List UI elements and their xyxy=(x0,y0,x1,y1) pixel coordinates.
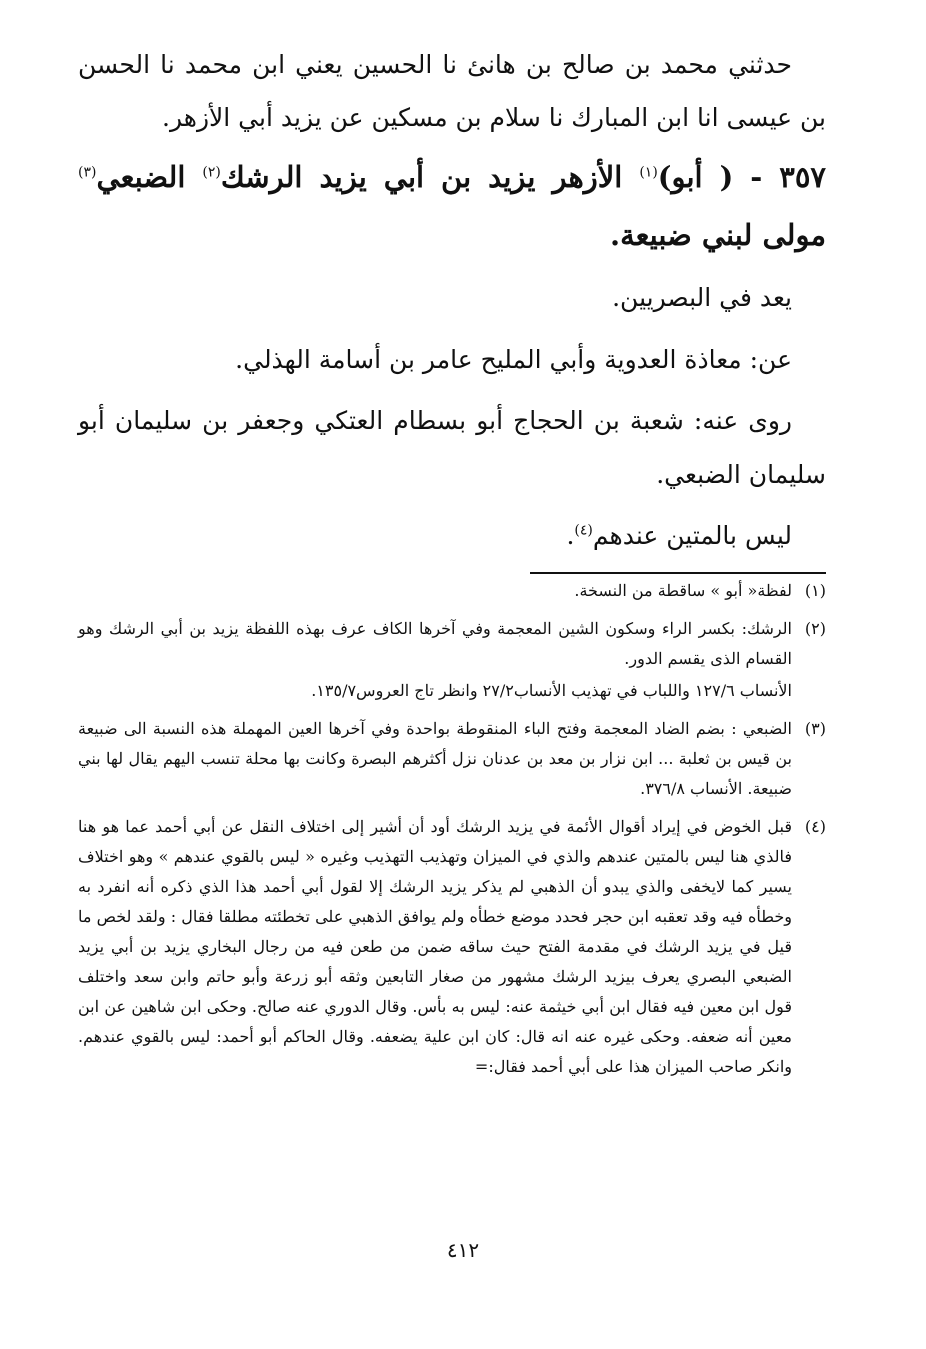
entry-number: ٣٥٧ - xyxy=(750,160,826,194)
footnote-2 xyxy=(78,614,826,674)
footnote-ref: (١) xyxy=(639,164,658,181)
field-teachers: عن: معاذة العدوية وأبي المليح عامر بن أسامة الهذلي. xyxy=(235,345,792,374)
footnote-number: (٢) xyxy=(804,619,826,638)
footnote-ref: (٣) xyxy=(78,164,97,181)
footnote-3 xyxy=(78,714,826,804)
verdict-text: ليس بالمتين عندهم xyxy=(592,521,792,550)
footnote-1 xyxy=(78,576,826,606)
footnote-divider xyxy=(530,572,826,574)
page-content xyxy=(78,38,826,1082)
entry-heading-part: ( أبو) xyxy=(657,160,734,194)
entry-heading xyxy=(78,148,826,264)
footnote-2-sources: الأنساب ١٢٧/٦ واللباب في تهذيب الأنساب٢٧/٢ وانظر تاج العروس١٣٥/٧. xyxy=(311,681,792,700)
footnote-text: قبل الخوض في إيراد أقوال الأئمة في يزيد الرشك أود أن أشير إلى اختلاف النقل عن أبي أحمد عما هو هنا فالذي هنا ليس بالمتين عندهم والذي في الميزان وتهذيب التهذيب وغيره « ليس بالقوي عندهم » وهو اختلاف يسير كما لايخفى والذي يبدو أن الذهبي لم يذكر يزيد الرشك إلا لقول أبي أحمد هذا الذي ذكره أنه انفرد به وخطأه فيه وقد تعقبه ابن حجر فحدد موضع خطأه ولم يوافق الذهبي على تخطئته مطلقا فقال : ولقد لخص ما قيل في يزيد الرشك في مقدمة الفتح حيث ساقه ضمن من طعن فيه من رجال البخاري يزيد بن أبي يزيد الضبعي البصري يعرف بيزيد الرشك مشهور من صغار التابعين وثقه أبو زرعة وأبو حاتم وابن سعد واختلف قول ابن معين فيه فقال ابن أبي خيثمة عنه: ليس به بأس. وقال الدوري عنه صالح. وحكى ابن شاهين عن ابن معين أنه ضعفه. وحكى غيره عنه انه قال: كان ابن علية يضعفه. وقال الحاكم أبو أحمد: ليس بالقوي عندهم. وانكر صاحب الميزان هذا على أبي أحمد فقال:= xyxy=(78,817,793,1076)
field-verdict xyxy=(78,508,826,564)
page-number: ٤١٢ xyxy=(446,1238,480,1262)
field-students: روى عنه: شعبة بن الحجاج أبو بسطام العتكي وجعفر بن سليمان أبو سليمان الضبعي. xyxy=(78,406,826,489)
footnote-number: (١) xyxy=(804,581,826,600)
entry-heading-part: مولى لبني ضبيعة. xyxy=(610,218,826,252)
isnad-paragraph: حدثني محمد بن صالح بن هانئ نا الحسين يعني ابن محمد نا الحسن بن عيسى انا ابن المبارك نا سلام بن مسكين عن يزيد أبي الأزهر. xyxy=(78,50,826,132)
footnote-text: الضبعي : بضم الضاد المعجمة وفتح الباء المنقوطة بواحدة وفي آخرها العين المهملة هذه النسبة الى ضبيعة بن قيس بن ثعلبة ... ابن نزار بن معد بن عدنان نزل أكثرهم البصرة وكانت بها محلة تنسب اليهم يقال لها بني ضبيعة. الأنساب ٣٧٦/٨. xyxy=(78,719,792,798)
footnote-ref: (٤) xyxy=(574,522,593,539)
footnote-ref: (٢) xyxy=(202,164,221,181)
footnote-text: لفظة« أبو » ساقطة من النسخة. xyxy=(574,581,792,600)
footnote-text: الرشك: بكسر الراء وسكون الشين المعجمة وفي آخرها الكاف عرف بهذه اللفظة يزيد بن أبي الرشك وهو القسام الذى يقسم الدور. xyxy=(78,619,792,668)
entry-heading-part: الضبعي xyxy=(96,160,203,194)
footnote-number: (٤) xyxy=(804,817,826,836)
entry-heading-part: الأزهر يزيد بن أبي يزيد الرشك xyxy=(220,160,640,194)
footnote-number: (٣) xyxy=(804,719,826,738)
verdict-end: . xyxy=(566,521,575,550)
footnote-4 xyxy=(78,812,826,1082)
field-yuad: يعد في البصريين. xyxy=(612,283,792,312)
